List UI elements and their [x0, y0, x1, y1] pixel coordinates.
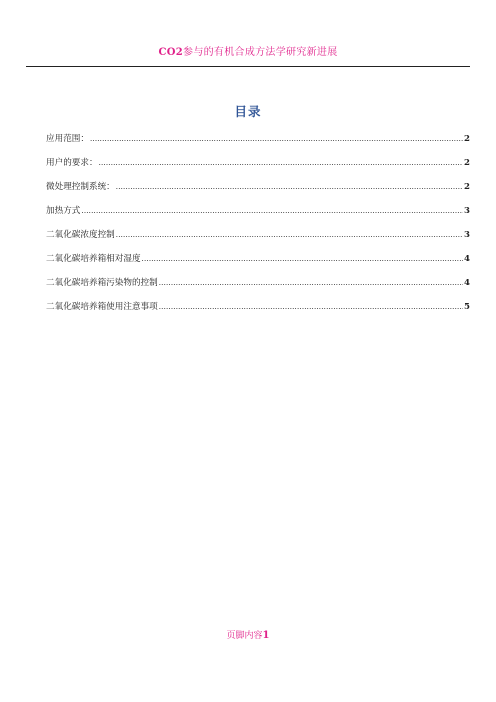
toc-entry-page: 3 [464, 230, 470, 240]
toc-entry[interactable] [46, 204, 470, 228]
toc-entry-label: 二氧化碳培养箱污染物的控制 [46, 278, 158, 288]
toc-entry-page: 2 [464, 134, 470, 144]
toc-entry-label: 二氧化碳培养箱使用注意事项 [46, 302, 158, 312]
toc-dot-leader [81, 207, 463, 215]
toc-entry[interactable] [46, 300, 470, 324]
toc-entry-label: 二氧化碳浓度控制 [46, 230, 115, 240]
toc-entry-page: 3 [464, 206, 470, 216]
toc-entry-page: 2 [464, 158, 470, 168]
toc-entry-label: 加热方式 [46, 206, 81, 216]
toc-dot-leader [142, 255, 463, 263]
toc-entry[interactable] [46, 228, 470, 252]
header-divider [26, 66, 470, 67]
toc-entry-label: 用户的要求： [46, 158, 98, 168]
toc-dot-leader [116, 183, 463, 191]
toc-entry-page: 4 [464, 278, 470, 288]
toc-entry[interactable] [46, 252, 470, 276]
header-prefix: CO2 [158, 47, 184, 58]
toc-entry[interactable] [46, 180, 470, 204]
toc-entry-label: 二氧化碳培养箱相对湿度 [46, 254, 141, 264]
toc-entry-page: 2 [464, 182, 470, 192]
toc-entry[interactable] [46, 156, 470, 180]
header-text: 参与的有机合成方法学研究新进展 [183, 47, 338, 58]
toc-dot-leader [90, 135, 463, 143]
toc-entry[interactable] [46, 276, 470, 300]
toc-dot-leader [99, 159, 463, 167]
page-footer [0, 628, 496, 641]
toc-entry-page: 5 [464, 302, 470, 312]
toc-title: 目录 [234, 104, 262, 119]
toc-dot-leader [116, 231, 463, 239]
toc-entry-page: 4 [464, 254, 470, 264]
toc-dot-leader [159, 279, 463, 287]
footer-text: 页脚内容 [226, 631, 263, 641]
page-header [0, 43, 496, 58]
toc-entry-label: 微处理控制系统： [46, 182, 115, 192]
toc-dot-leader [159, 303, 463, 311]
table-of-contents [46, 132, 470, 324]
toc-entry[interactable] [46, 132, 470, 156]
toc-entry-label: 应用范围： [46, 134, 89, 144]
footer-page-number: 1 [262, 630, 270, 641]
